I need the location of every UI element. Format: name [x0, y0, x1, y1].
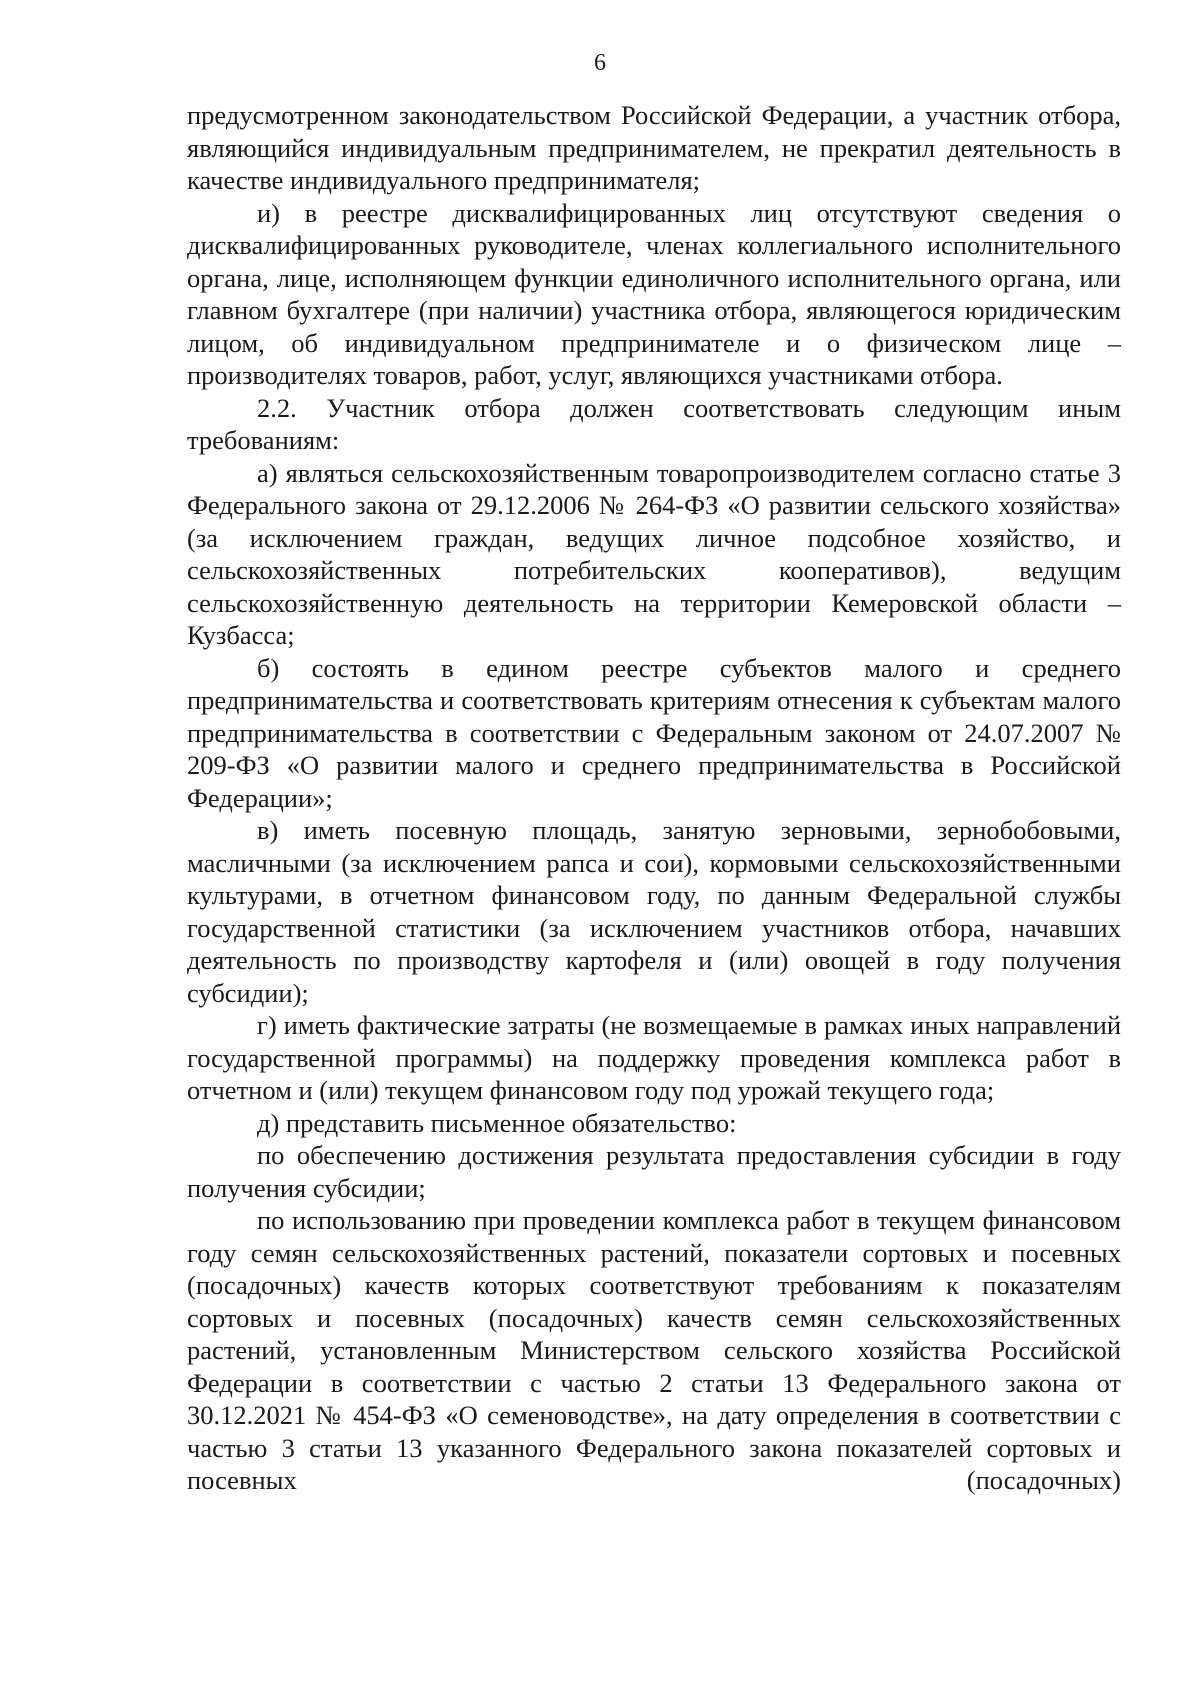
- page-number: 6: [594, 50, 606, 76]
- paragraph-obligation-seeds: по использованию при проведении комплекса работ в текущем финансовом году семян сельскохозяйственных растений, показатели сортовых и посевных (посадочных) качеств которых соответствуют требованиям к показателям сортовых и посевных (посадочных) качеств семян сельскохозяйственных растений, установленным Министерством сельского хозяйства Российской Федерации в соответствии с частью 2 статьи 13 Федерального закона от 30.12.2021 № 454-ФЗ «О семеноводстве», на дату определения в соответствии с частью 3 статьи 13 указанного Федерального закона показателей сортовых и посевных (посадочных): [187, 1205, 1121, 1495]
- paragraph-item-d: д) представить письменное обязательство:: [257, 1107, 737, 1138]
- paragraph-continuation: предусмотренном законодательством Российской Федерации, а участник отбора, являющийся индивидуальным предпринимателем, не прекратил деятельность в качестве индивидуального предпринимателя;: [187, 100, 1121, 195]
- paragraph-item-a: а) являться сельскохозяйственным товаропроизводителем согласно статье 3 Федерального закона от 29.12.2006 № 264-ФЗ «О развитии сельского хозяйства» (за исключением граждан, ведущих личное подсобное хозяйство, и сельскохозяйственных потребительских кооперативов), ведущим сельскохозяйственную деятельность на территории Кемеровской области – Кузбасса;: [187, 457, 1121, 650]
- paragraph-item-g: г) иметь фактические затраты (не возмещаемые в рамках иных направлений государственной программы) на поддержку проведения комплекса работ в отчетном и (или) текущем финансовом году под урожай текущего года;: [187, 1010, 1121, 1105]
- document-body: [187, 99, 1121, 1497]
- paragraph-item-v: в) иметь посевную площадь, занятую зерновыми, зернобобовыми, масличными (за исключением рапса и сои), кормовыми сельскохозяйственными культурами, в отчетном финансовом году, по данным Федеральной службы государственной статистики (за исключением участников отбора, начавших деятельность по производству картофеля и (или) овощей в году получения субсидии);: [187, 815, 1121, 1008]
- paragraph-item-b: б) состоять в едином реестре субъектов малого и среднего предпринимательства и соответствовать критериям отнесения к субъектам малого предпринимательства в соответствии с Федеральным законом от 24.07.2007 № 209-ФЗ «О развитии малого и среднего предпринимательства в Российской Федерации»;: [187, 652, 1121, 813]
- paragraph-section-2-2: 2.2. Участник отбора должен соответствовать следующим иным требованиям:: [187, 392, 1121, 455]
- paragraph-item-i: и) в реестре дисквалифицированных лиц отсутствуют сведения о дисквалифицированных руководителе, членах коллегиального исполнительного органа, лице, исполняющем функции единоличного исполнительного органа, или главном бухгалтере (при наличии) участника отбора, являющегося юридическим лицом, об индивидуальном предпринимателе и о физическом лице – производителях товаров, работ, услуг, являющихся участниками отбора.: [187, 197, 1121, 390]
- paragraph-obligation-result: по обеспечению достижения результата предоставления субсидии в году получения субсидии;: [187, 1140, 1121, 1203]
